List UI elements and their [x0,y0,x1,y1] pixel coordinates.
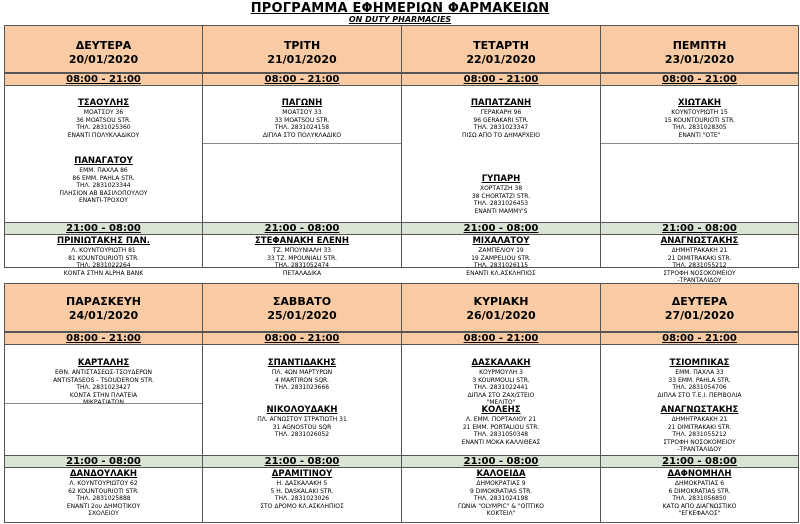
pharmacy-entry [203,358,401,392]
pharmacy-detail-line: 81 KOUNTOURIOTI STR. [68,254,139,262]
day-shift-header [5,332,202,345]
pharmacy-name: ΚΑΡΤΑΛΗΣ [77,358,130,368]
pharmacy-entry [402,98,600,139]
pharmacy-entry [5,156,202,205]
day-date: 24/01/2020 [68,309,139,322]
pharmacy-detail-line: ΤΗΛ. 2831028305 [672,124,727,131]
pharmacy-detail-line: ΔΗΜΗΤΡΑΚΑΚΗ 21 [671,247,728,254]
day-name: ΚΥΡΙΑΚΗ [473,295,529,308]
day-header [203,284,401,332]
night-shift-label: 21:00 - 08:00 [662,456,737,467]
pharmacy-detail-line: ΣΤΟ ΔΡΟΜΟ ΚΛ.ΑΣΚΛΗΠΙΟΣ [260,502,344,510]
pharmacy-detail-line: ΚΟΥΡΜΟΥΛΗ 3 [479,369,523,376]
pharmacy-name: ΚΟΛΕΗΣ [481,405,521,415]
day-date: 22/01/2020 [466,53,536,66]
pharmacy-entry [5,358,202,407]
night-shift-header [5,222,202,235]
day-date: 21/01/2020 [267,53,337,66]
pharmacy-detail-line: -ΤΡΑΝΤΑΛΙΔΟΥ [677,446,722,453]
day-shift-header [601,332,798,345]
day-date: 26/01/2020 [466,309,536,322]
pharmacy-detail-line: ΓΕΡΑΚΑΡΗ 96 [480,109,522,116]
pharmacy-detail-line: ΠΕΤΑΛΑΔΙΚΑ [282,269,322,277]
pharmacy-detail-line: ΤΗΛ. 2831023026 [274,495,330,502]
night-shift-header [402,222,600,235]
pharmacy-detail-line: ΤΗΛ. 2831023344 [76,182,131,189]
pharmacy-detail-line: ΔΙΠΛΑ ΣΤΟ ΖΑΧ/ΣΤΕΙΟ [467,391,535,399]
pharmacy-detail-line: ΤΗΛ. 2831055212 [672,262,727,269]
pharmacy-detail-line: ΕΘΝ. ΑΝΤΙΣΤΑΣΕΩΣ-ΤΣΟΥΔΕΡΩΝ [55,369,152,376]
pharmacy-detail-line: -ΤΡΑΝΤΑΛΙΔΟΥ [677,277,722,284]
pharmacy-name: ΤΣΙΟΜΠΙΚΑΣ [669,358,730,368]
night-shift-header [203,455,401,468]
day-name: ΔΕΥΤΕΡΑ [75,39,132,52]
page-title: ΠΡΟΓΡΑΜΜΑ ΕΦΗΜΕΡΙΩΝ ΦΑΡΜΑΚΕΙΩΝ [250,1,550,16]
empty-slot-divider [601,143,798,144]
week-row-1 [4,25,799,284]
pharmacy-detail-line: ΤΗΛ. 2831024158 [274,124,330,131]
pharmacy-entry [402,469,600,518]
pharmacy-entry [402,358,600,407]
day-shift-header [601,73,798,86]
pharmacy-detail-line: 4 MARTIRON SQR. [275,376,329,384]
day-header [203,26,401,73]
day-shift-label: 08:00 - 21:00 [662,333,737,344]
pharmacy-detail-line: ΤΗΛ. 2831054706 [672,384,727,391]
pharmacy-detail-line: 5 H. DASKALAKI STR. [270,487,334,495]
pharmacy-detail-line: ΤΗΛ. 2831026052 [274,431,330,438]
pharmacy-detail-line: 21 DIMITRAKAKI STR. [667,423,732,431]
pharmacy-name: ΧΙΩΤΑΚΗ [677,98,722,108]
day-date: 23/01/2020 [664,53,735,66]
day-column [203,284,402,523]
night-shift-label: 21:00 - 08:00 [66,223,141,234]
day-shift-header [203,73,401,86]
night-shift-label: 21:00 - 08:00 [264,456,340,467]
pharmacy-detail-line: "ΜΕΛΙΤΟ" [486,399,516,406]
pharmacy-name: ΠΑΓΩΝΗ [281,98,323,108]
pharmacy-name: ΑΝΑΓΝΩΣΤΑΚΗΣ [660,236,739,246]
pharmacy-detail-line: 19 ZAMPELIOU STR. [471,254,531,262]
pharmacy-detail-line: 6 DIMOKRATIAS STR. [668,487,731,495]
pharmacy-detail-line: Λ. ΕΜΜ. ΠΟΡΤΑΛΙΟΥ 21 [465,416,537,423]
pharmacy-detail-line: 33 TZ. MPOUNIALI STR. [267,254,337,262]
pharmacy-detail-line: ΤΗΛ. 2831023347 [473,124,529,131]
pharmacy-entry [601,405,798,454]
day-shift-header [203,332,401,345]
day-date: 27/01/2020 [664,309,735,322]
pharmacy-name: ΑΝΑΓΝΩΣΤΑΚΗΣ [660,405,739,415]
day-shift-label: 08:00 - 21:00 [264,333,340,344]
pharmacy-detail-line: ΣΧΟΛΕΙΟΥ [88,510,119,517]
pharmacy-detail-line: ΧΟΡΤΑΤΖΗ 38 [479,185,523,192]
day-name: ΠΕΜΠΤΗ [672,39,727,52]
pharmacy-detail-line: ΠΛ. ΑΓΝΩΣΤΟΥ ΣΤΡΑΤΙΩΤΗ 31 [257,416,347,423]
pharmacy-detail-line: ΓΩΝΙΑ "OLYMPIC" & "ΟΠΤΙΚΟ [458,502,544,510]
pharmacy-detail-line: ΤΗΛ. 2831055212 [672,431,727,438]
pharmacy-name: ΔΡΑΜΙΤΙΝΟΥ [271,469,333,479]
day-name: ΠΑΡΑΣΚΕΥΗ [65,295,142,308]
empty-slot-divider [5,403,202,404]
pharmacy-detail-line: 33 EMM. PAHLA STR. [668,376,731,384]
pharmacy-detail-line: ΕΜΜ. ΠΑΧΛΑ 86 [79,167,128,174]
pharmacy-entry [402,236,600,277]
pharmacy-name: ΓΥΠΑΡΗ [481,174,521,184]
pharmacy-detail-line: Λ. ΚΟΥΝΤΟΥΡΙΩΤΟΥ 62 [69,480,138,487]
day-date: 25/01/2020 [267,309,337,322]
day-column [402,284,601,523]
pharmacy-detail-line: ANTISTASEOS - TSOUDERON STR. [53,376,154,384]
day-shift-label: 08:00 - 21:00 [463,74,539,85]
pharmacy-detail-line: ΖΑΜΠΕΛΙΟΥ 19 [478,247,524,254]
week-row-2 [4,283,799,523]
pharmacy-detail-line: "ΕΓΚΕΦΑΛΟΣ" [678,510,721,517]
pharmacy-entry [203,98,401,139]
pharmacy-name: ΔΑΣΚΑΛΑΚΗ [471,358,531,368]
night-shift-label: 21:00 - 08:00 [463,456,539,467]
pharmacy-name: ΝΙΚΟΛΟΥΔΑΚΗ [266,405,338,415]
pharmacy-detail-line: ΚΟΝΤΑ ΣΤΗΝ ΠΛΑΤΕΙΑ [69,391,138,399]
pharmacy-name: ΣΠΑΝΤΙΔΑΚΗΣ [267,358,337,368]
day-shift-label: 08:00 - 21:00 [463,333,539,344]
pharmacy-detail-line: 3 KOURMOULI STR. [472,376,530,384]
pharmacy-detail-line: ΕΝΑΝΤΙ ΠΟΛΥΚΛΑΔΙΚΟΥ [67,131,140,139]
pharmacy-detail-line: ΚΟΥΝΤΟΥΡΙΩΤΗ 15 [671,109,728,116]
pharmacy-detail-line: Λ. ΚΟΥΝΤΟΥΡΙΩΤΗ 81 [71,247,136,254]
pharmacy-detail-line: ΕΝΑΝΤΙ "ΟΤΕ" [678,131,721,139]
pharmacy-detail-line: 21 DIMITRAKAKI STR. [667,254,732,262]
pharmacy-entry [5,98,202,139]
pharmacy-detail-line: ΤΗΛ. 2831025888 [76,495,131,502]
pharmacy-entry [203,469,401,510]
pharmacy-detail-line: 86 EMM. PAHLA STR. [72,174,135,182]
pharmacy-detail-line: 9 DIMOKRATIAS STR. [469,487,533,495]
pharmacy-entry [5,236,202,277]
day-shift-header [402,332,600,345]
pharmacy-detail-line: ΔΗΜΟΚΡΑΤΙΑΣ 6 [674,480,725,487]
night-shift-header [601,222,798,235]
day-column [5,26,203,277]
day-name: ΣΑΒΒΑΤΟ [272,295,332,308]
pharmacy-detail-line: ΤΗΛ. 2831026453 [473,200,529,207]
pharmacy-name: ΣΤΕΦΑΝΑΚΗ ΕΛΕΝΗ [255,236,349,246]
pharmacy-name: ΚΑΛΟΕΙΔΑ [476,469,526,479]
pharmacy-detail-line: 96 GERAKARI STR. [473,116,529,124]
day-header [402,26,600,73]
pharmacy-detail-line: ΤΗΛ. 2831025360 [76,124,131,131]
day-header [601,284,798,332]
pharmacy-entry [203,236,401,277]
day-name: ΤΡΙΤΗ [283,39,321,52]
day-column [601,26,799,284]
pharmacy-detail-line: ΕΜΜ. ΠΑΧΛΑ 33 [675,369,724,376]
pharmacy-detail-line: Η. ΔΑΣΚΑΛΑΚΗ 5 [276,480,328,487]
pharmacy-entry [601,236,798,285]
pharmacy-detail-line: ΔΗΜΗΤΡΑΚΑΚΗ 21 [671,416,728,423]
pharmacy-detail-line: ΔΙΠΛΑ ΣΤΟ Τ.Ε.Ι. ΠΕΡΙΒΟΛΙΑ [657,391,742,399]
pharmacy-detail-line: ΜΟΑΤΣΟΥ 36 [83,109,124,116]
day-shift-label: 08:00 - 21:00 [66,333,141,344]
night-shift-label: 21:00 - 08:00 [66,456,141,467]
pharmacy-detail-line: ΤΗΛ. 2831022264 [76,262,131,269]
pharmacy-detail-line: ΕΝΑΝΤΙ 2ου ΔΗΜΟΤΙΚΟΥ [66,502,141,510]
day-header [402,284,600,332]
pharmacy-detail-line: 31 AGNOSTOU SQR [272,423,332,431]
pharmacy-entry [601,98,798,139]
day-column [402,26,601,277]
day-column [601,284,799,523]
pharmacy-detail-line: ΣΤΡΟΦΗ ΝΟΣΟΚΟΜΕΙΟΥ [663,438,736,446]
day-shift-label: 08:00 - 21:00 [66,74,141,85]
night-shift-header [601,455,798,468]
day-header [5,284,202,332]
pharmacy-detail-line: ΤΗΛ. 2831024198 [473,495,529,502]
pharmacy-detail-line: ΤΗΛ. 2831023427 [76,384,131,391]
pharmacy-detail-line: 36 MOATSOU STR. [76,116,131,124]
pharmacy-detail-line: 15 KOUNTOURIOTI STR. [664,116,735,124]
night-shift-label: 21:00 - 08:00 [264,223,340,234]
pharmacy-detail-line: ΜΙΚΡΑΣΙΑΤΩΝ [82,399,124,406]
day-shift-label: 08:00 - 21:00 [264,74,340,85]
pharmacy-detail-line: ΣΤΡΟΦΗ ΝΟΣΟΚΟΜΕΙΟΥ [663,269,736,277]
pharmacy-detail-line: ΤΗΛ. 2831052474 [274,262,330,269]
day-column [5,284,203,523]
day-header [601,26,798,73]
day-column [203,26,402,277]
pharmacy-name: ΠΑΠΑΤΖΑΝΗ [470,98,532,108]
pharmacy-detail-line: 21 EMM. PORTALIOU STR. [462,423,540,431]
pharmacy-detail-line: ΤΗΛ. 2831056850 [672,495,727,502]
pharmacy-name: ΔΑΝΔΟΥΛΑΚΗ [69,469,138,479]
page-subtitle: ON DUTY PHARMACIES [348,15,452,24]
pharmacy-detail-line: ΚΑΤΩ ΑΠΟ ΔΙΑΓΝΩΣΤΙΚΟ [662,502,737,510]
pharmacy-detail-line: ΜΟΑΤΣΟΥ 33 [282,109,322,116]
night-shift-label: 21:00 - 08:00 [662,223,737,234]
day-name: ΤΕΤΑΡΤΗ [473,39,529,52]
night-shift-header [5,455,202,468]
pharmacy-detail-line: ΔΙΠΛΑ ΣΤΟ ΠΟΛΥΚΛΑΔΙΚΟ [262,131,342,139]
pharmacy-detail-line: ΕΝΑΝΤΙ ΚΛ.ΑΣΚΛΗΠΙΟΣ [466,269,536,277]
pharmacy-detail-line: 62 KOUNTOURIOTI STR. [68,487,139,495]
day-header [5,26,202,73]
pharmacy-name: ΠΡΙΝΙΩΤΑΚΗΣ ΠΑΝ. [57,236,150,246]
pharmacy-name: ΔΑΦΝΟΜΗΛΗ [667,469,732,479]
pharmacy-name: ΜΙΧΑΛΑΤΟΥ [472,236,530,246]
day-date: 20/01/2020 [68,53,139,66]
pharmacy-entry [5,469,202,518]
pharmacy-entry [601,358,798,399]
pharmacy-entry [402,405,600,446]
night-shift-header [402,455,600,468]
day-shift-header [402,73,600,86]
pharmacy-detail-line: ΔΗΜΟΚΡΑΤΙΑΣ 9 [476,480,526,487]
pharmacy-detail-line: ΚΟΝΤΑ ΣΤΗΝ ALPHA BANK [63,269,144,277]
pharmacy-detail-line: ΤΖ. ΜΠΟΥΝΙΑΛΗ 33 [272,247,332,254]
pharmacy-detail-line: ΤΗΛ. 2831022441 [473,384,529,391]
night-shift-label: 21:00 - 08:00 [463,223,539,234]
pharmacy-entry [601,469,798,518]
pharmacy-detail-line: ΕΝΑΝΤΙ ΜΟΚΑ ΚΑΛΛΙΘΕΑΣ [461,438,541,446]
pharmacy-detail-line: ΤΗΛ. 2831050348 [473,431,529,438]
day-shift-label: 08:00 - 21:00 [662,74,737,85]
empty-slot-divider [203,143,401,144]
pharmacy-entry [402,174,600,215]
pharmacy-detail-line: ΕΝΑΝΤΙ-ΤΡΟΧΟΥ [79,197,128,204]
pharmacy-detail-line: 38 CHORTATZI STR. [471,192,531,200]
day-name: ΔΕΥΤΕΡΑ [671,295,728,308]
pharmacy-detail-line: ΠΛ. 4ΩΝ ΜΑΡΤΥΡΩΝ [271,369,333,376]
pharmacy-detail-line: ΚΟΚΤΕΙΛ" [486,510,516,517]
pharmacy-detail-line: ΤΗΛ. 2831026115 [473,262,529,269]
pharmacy-detail-line: ΕΝΑΝΤΙ MAMMY'S [474,207,528,215]
pharmacy-entry [203,405,401,439]
day-shift-header [5,73,202,86]
pharmacy-detail-line: ΤΗΛ. 2831023666 [274,384,330,391]
pharmacy-detail-line: ΠΛΗΣΙΟΝ ΑΒ ΒΑΣΙΛΟΠΟΥΛΟΥ [59,189,148,197]
pharmacy-detail-line: 33 MOATSOU STR. [274,116,330,124]
pharmacy-name: ΤΣΑΟΥΛΗΣ [77,98,130,108]
pharmacy-detail-line: ΠΙΣΩ ΑΠΟ ΤΟ ΔΗΜΑΡΧΕΙΟ [461,131,540,139]
pharmacy-name: ΠΑΝΑΓΑΤΟΥ [74,156,133,166]
night-shift-header [203,222,401,235]
